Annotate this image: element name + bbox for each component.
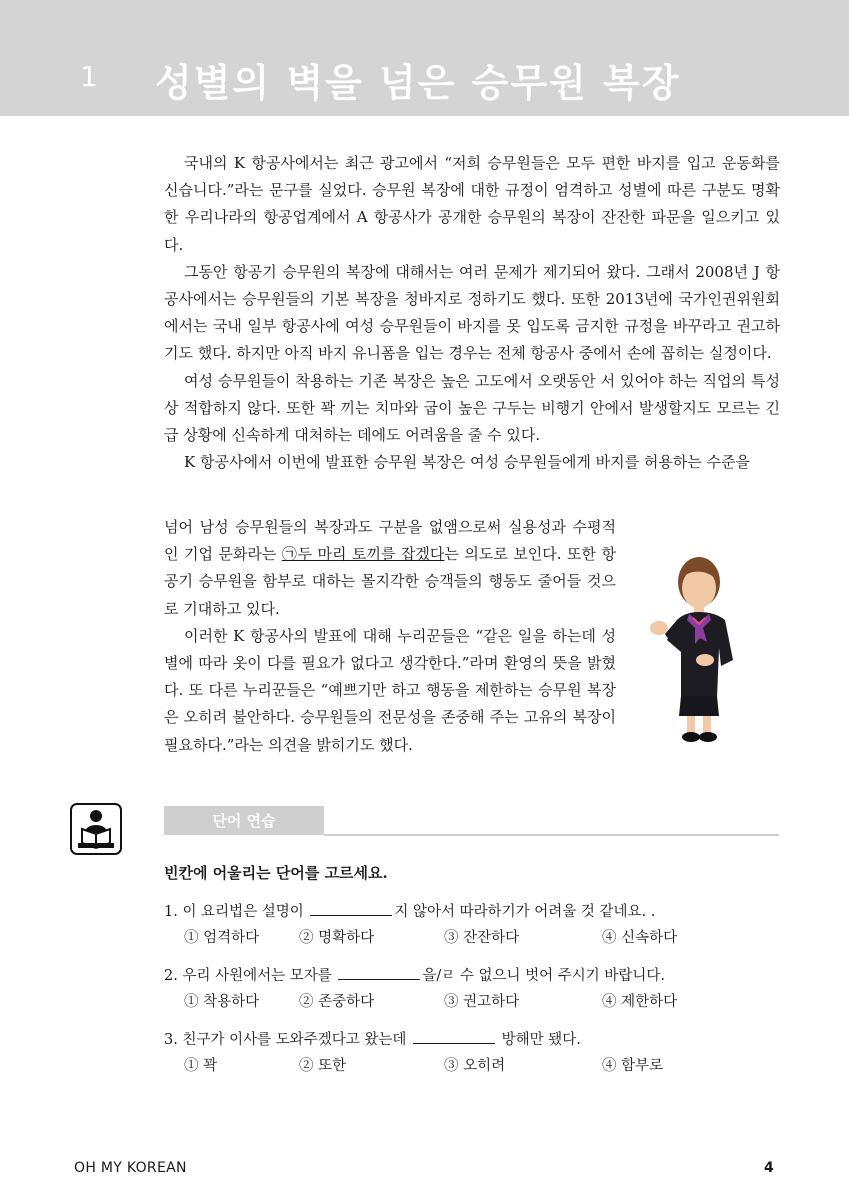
answer-blank[interactable] [413, 1031, 495, 1044]
option[interactable]: ③ 권고하다 [444, 994, 520, 1010]
question-2-options [184, 990, 744, 1010]
paragraph-4-text-a: 넘어 남성 승무원들의 복장과도 구분을 없앰으로써 실용성과 수평적인 기업 문화라는 [164, 518, 616, 564]
option[interactable]: ① 엄격하다 [184, 930, 260, 946]
option[interactable]: ② 또한 [299, 1058, 347, 1074]
chapter-title: 성별의 벽을 넘은 승무원 복장 [155, 61, 681, 105]
question-3: 3. 친구가 이사를 도와주겠다고 왔는데 방해만 됐다. [164, 1032, 581, 1048]
article-paragraph-3: 여성 승무원들이 착용하는 기존 복장은 높은 고도에서 오랫동안 서 있어야 하는 직업의 특성상 적합하지 않다. 또한 꽉 끼는 치마와 굽이 높은 구두는 비행기 안에서 발생할지도 모르는 긴급 상황에 신속하게 대처하는 데에도 어려움을 줄 수 있다. [164, 371, 780, 445]
option[interactable]: ④ 함부로 [602, 1058, 664, 1074]
article-paragraph-4-first-line: K 항공사에서 이번에 발표한 승무원 복장은 여성 승무원들에게 바지를 허용하는 수준을 [184, 453, 751, 472]
article-paragraph-5: 이러한 K 항공사의 발표에 대해 누리꾼들은 “같은 일을 하는데 성별에 따라 옷이 다를 필요가 없다고 생각한다.”라며 환영의 뜻을 밝혔다. 또 다른 누리꾼들은 “예쁘기만 하고 행동을 제한하는 승무원 복장은 오히려 불안하다. 승무원들의 전문성을 존중해 주는 고유의 복장이 필요하다.”라는 의견을 밝히기도 했다. [164, 626, 616, 754]
option[interactable]: ③ 잔잔하다 [444, 930, 520, 946]
option[interactable]: ③ 오히려 [444, 1058, 506, 1074]
section-divider [324, 834, 779, 836]
paragraph-4-text-b: 는 의도로 보인다. 또한 항공기 승무원을 함부로 대하는 몰지각한 승객들의 행동도 줄어들 것으로 기대하고 있다. [164, 545, 616, 618]
article-body [164, 150, 780, 476]
option[interactable]: ④ 제한하다 [602, 994, 678, 1010]
section-title-bar [164, 806, 324, 835]
article-paragraph-2: 그동안 항공기 승무원의 복장에 대해서는 여러 문제가 제기되어 왔다. 그래서 2008년 J 항공사에서는 승무원들의 기본 복장을 청바지로 정하기도 했다. 또한 2013년에 국가인권위원회에서는 국내 일부 항공사에 여성 승무원들이 바지를 못 입도록 금지한 규정을 바꾸라고 권고하기도 했다. 하지만 아직 바지 유니폼을 입는 경우는 전체 항공사 중에서 손에 꼽히는 실정이다. [164, 262, 780, 363]
answer-blank[interactable] [310, 903, 392, 916]
question-1: 1. 이 요리법은 설명이 지 않아서 따라하기가 어려울 것 같네요. . [164, 904, 656, 920]
question-3-options [184, 1054, 744, 1074]
option[interactable]: ④ 신속하다 [602, 930, 678, 946]
option[interactable]: ② 존중하다 [299, 994, 375, 1010]
article-paragraph-1: 국내의 K 항공사에서는 최근 광고에서 “저희 승무원들은 모두 편한 바지를 입고 운동화를 신습니다.”라는 문구를 실었다. 승무원 복장에 대한 규정이 엄격하고 성별에 따른 구분도 명확한 우리나라의 항공업계에서 A 항공사가 공개한 승무원의 복장이 잔잔한 파문을 일으키고 있다. [164, 154, 780, 254]
question-2: 2. 우리 사원에서는 모자를 을/ㄹ 수 없으니 벗어 주시기 바랍니다. [164, 968, 665, 984]
footer-brand: OH MY KOREAN [74, 1160, 187, 1176]
article-body-wrapped [164, 514, 616, 759]
option[interactable]: ① 꽉 [184, 1058, 218, 1074]
chapter-number: 1 [80, 60, 98, 93]
reader-icon [70, 803, 122, 855]
section-title: 단어 연습 [212, 812, 276, 830]
exercise-instruction: 빈칸에 어울리는 단어를 고르세요. [164, 864, 388, 882]
flight-attendant-illustration [645, 548, 745, 744]
article-paragraph-4-rest [164, 514, 616, 623]
page-number: 4 [764, 1160, 774, 1176]
option[interactable]: ① 착용하다 [184, 994, 260, 1010]
underlined-expression: ㉠두 마리 토끼를 잡겠다 [281, 545, 445, 564]
option[interactable]: ② 명확하다 [299, 930, 375, 946]
question-1-options [184, 926, 744, 946]
answer-blank[interactable] [338, 967, 420, 980]
chapter-header [0, 0, 849, 116]
